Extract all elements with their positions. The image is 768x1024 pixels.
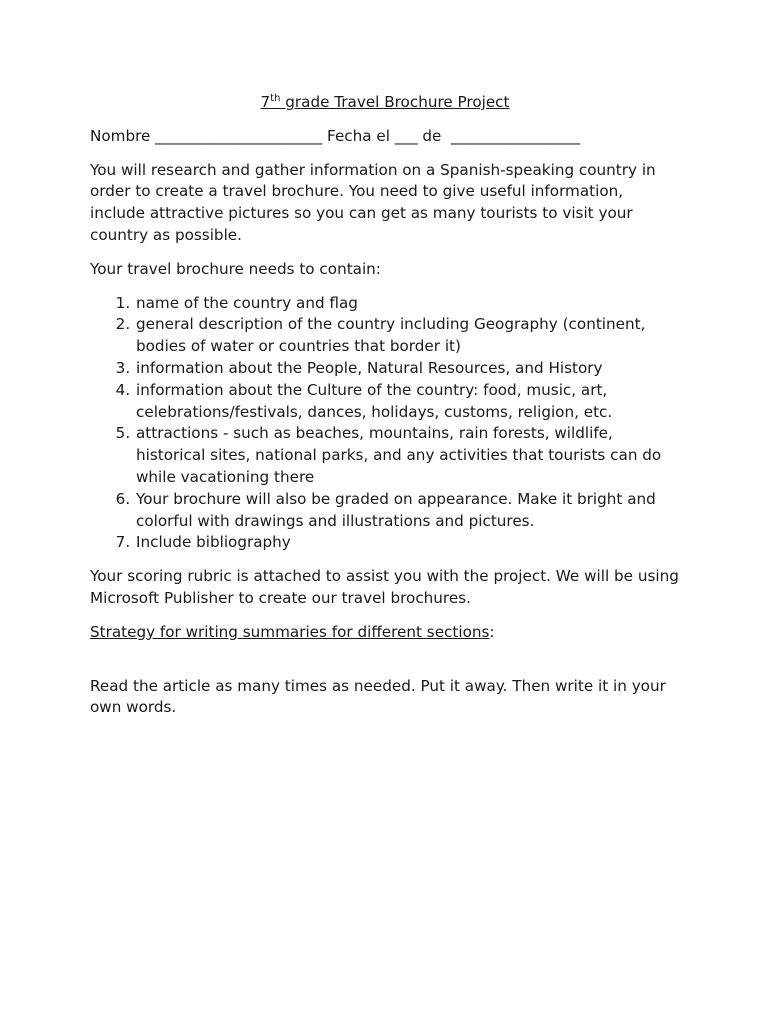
requirement-item: 7. Include bibliography bbox=[135, 532, 680, 554]
requirement-item: 1. name of the country and flag bbox=[135, 293, 680, 315]
requirement-item: 3. information about the People, Natural Resources, and History bbox=[135, 358, 680, 380]
rubric-note: Your scoring rubric is attached to assist you with the project. We will be using Microsoft Publisher to create our travel brochures. bbox=[90, 567, 679, 607]
requirement-item: 4. information about the Culture of the country: food, music, art, celebrations/festivals, dances, holidays, customs, religion, etc. bbox=[135, 380, 680, 424]
requirement-item: 5. attractions - such as beaches, mountains, rain forests, wildlife, historical sites, national parks, and any activities that tourists can do while vacationing there bbox=[135, 423, 680, 488]
intro-paragraph: You will research and gather information on a Spanish-speaking country in order to create a travel brochure. You need to give useful information, include attractive pictures so you can get as many tourists to visit your country as possible. bbox=[90, 160, 656, 244]
requirement-item: 6. Your brochure will also be graded on appearance. Make it bright and colorful with drawings and illustrations and pictures. bbox=[135, 489, 680, 533]
document-title bbox=[90, 92, 680, 114]
title-ordinal: 7 bbox=[260, 93, 271, 111]
requirement-item: 2. general description of the country including Geography (continent, bodies of water or countries that border it) bbox=[135, 314, 680, 358]
title-superscript: th bbox=[270, 93, 281, 104]
strategy-heading bbox=[90, 622, 680, 644]
requirements-list bbox=[90, 293, 680, 555]
title-text: grade Travel Brochure Project bbox=[280, 93, 510, 111]
strategy-heading-text: Strategy for writing summaries for different sections bbox=[90, 622, 490, 641]
strategy-text: Read the article as many times as needed. Put it away. Then write it in your own words. bbox=[90, 676, 666, 717]
strategy-heading-colon: : bbox=[489, 622, 495, 641]
document-page bbox=[90, 92, 680, 731]
name-date-line: Nombre ______________________ Fecha el ___ de _________________ bbox=[90, 126, 581, 145]
requirements-heading: Your travel brochure needs to contain: bbox=[90, 259, 381, 278]
